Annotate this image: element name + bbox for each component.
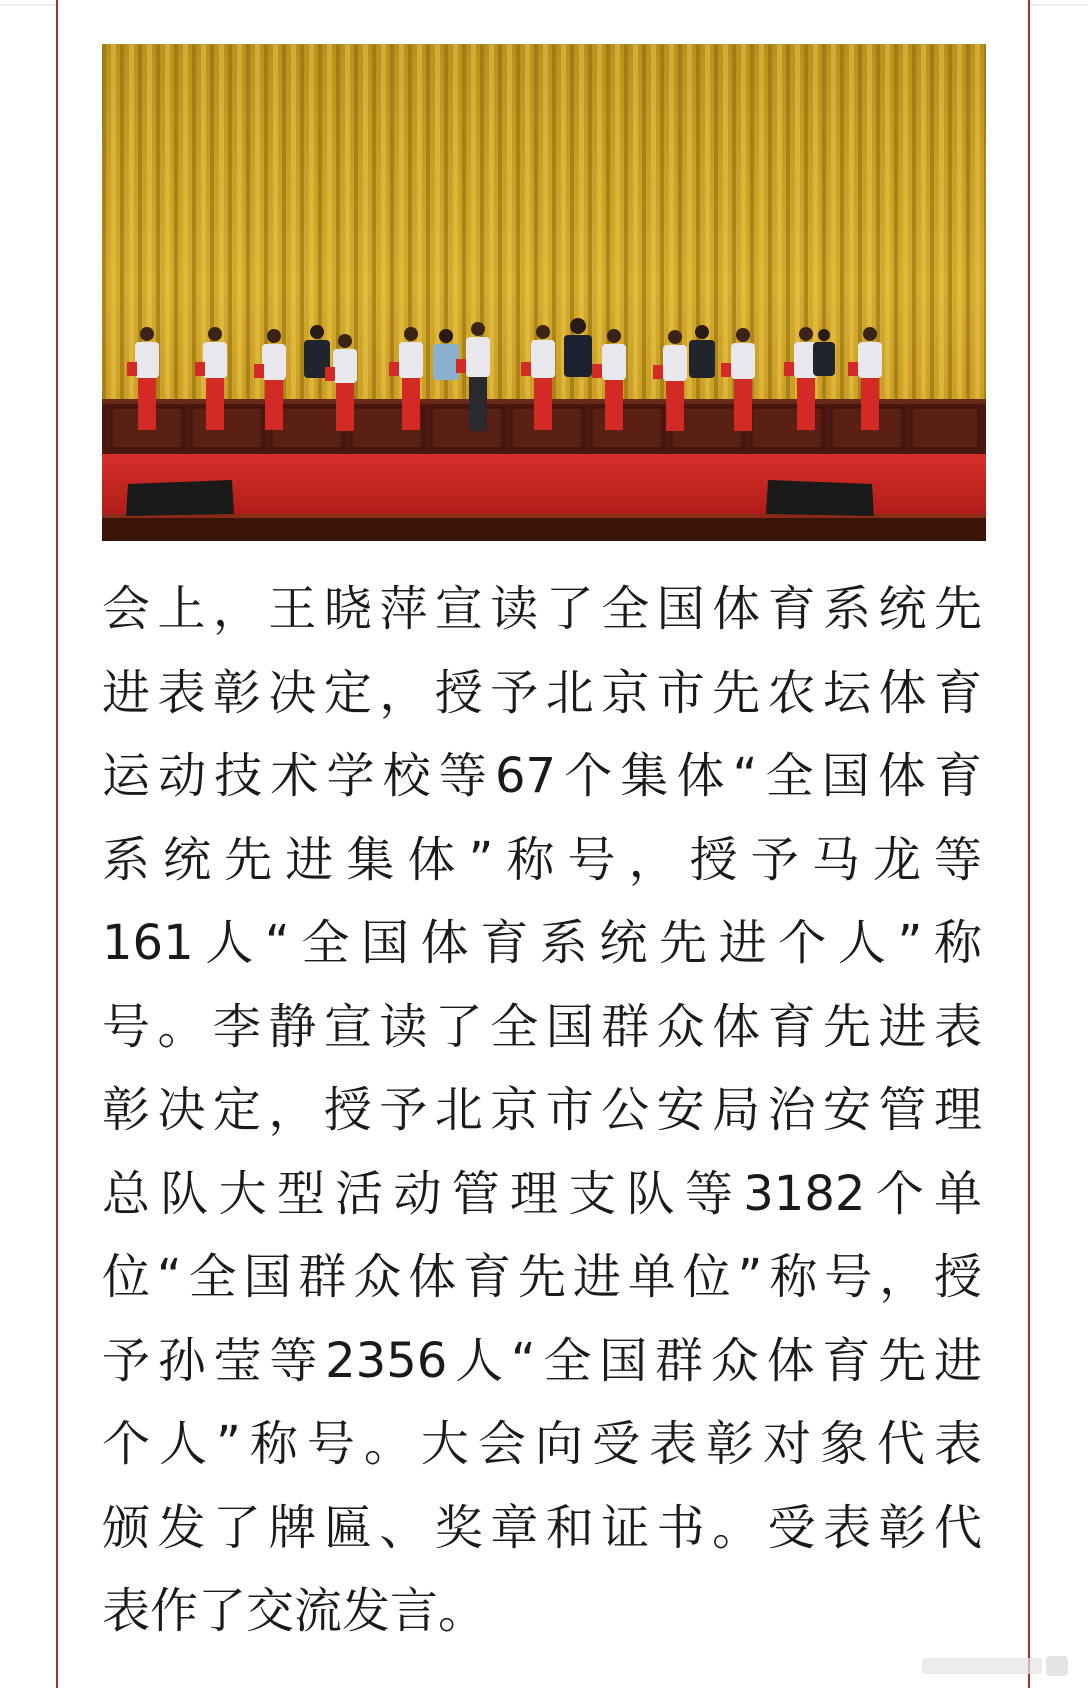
article-line: 进表彰决定，授予北京市先农坛体育 bbox=[102, 664, 982, 721]
article-line: 个人”称号。大会向受表彰对象代表 bbox=[102, 1416, 982, 1472]
watermark-logo bbox=[922, 1654, 1072, 1678]
article-line: 予孙莹等2356人“全国群众体育先进 bbox=[102, 1332, 982, 1389]
article-line: 彰决定，授予北京市公安局治安管理 bbox=[102, 1082, 982, 1138]
article-line: 运动技术学校等67个集体“全国体育 bbox=[102, 748, 982, 804]
article-line: 表作了交流发言。 bbox=[102, 1583, 487, 1639]
article-line: 总队大型活动管理支队等3182个单 bbox=[102, 1165, 982, 1222]
award-ceremony-photo[interactable] bbox=[102, 44, 986, 541]
article-line: 位“全国群众体育先进单位”称号，授 bbox=[102, 1249, 982, 1305]
article-line: 号。李静宣读了全国群众体育先进表 bbox=[102, 998, 982, 1055]
article-body bbox=[102, 568, 982, 1654]
article-line: 161人“全国体育系统先进个人”称 bbox=[102, 915, 982, 971]
article-line: 颁发了牌匾、奖章和证书。受表彰代 bbox=[102, 1499, 982, 1556]
article-line: 系统先进集体”称号，授予马龙等 bbox=[102, 831, 982, 888]
article-line: 会上，王晓萍宣读了全国体育系统先 bbox=[102, 581, 982, 637]
